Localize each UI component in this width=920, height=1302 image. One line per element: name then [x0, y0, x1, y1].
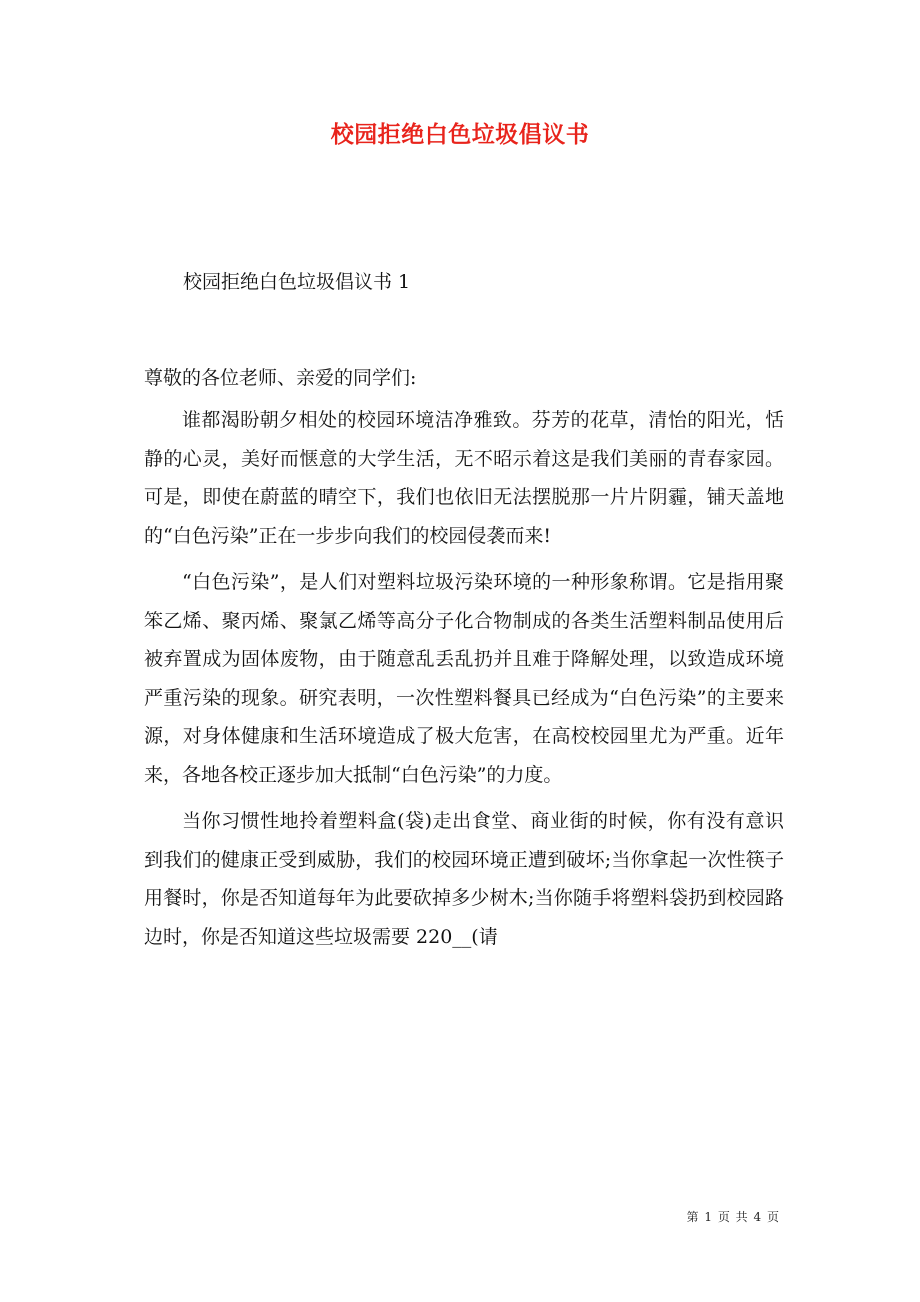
document-subtitle: 校园拒绝白色垃圾倡议书 1: [183, 271, 411, 293]
footer-page-unit: 页: [717, 1210, 730, 1224]
page-number-footer: [686, 1208, 780, 1225]
body-paragraph-3: 当你习惯性地拎着塑料盒(袋)走出食堂、商业街的时候，你有没有意识到我们的健康正受到威胁，我们的校园环境正遭到破坏;当你拿起一次性筷子用餐时，你是否知道每年为此要砍掉多少树木;当你随手将塑料袋扔到校园路边时，你是否知道这些垃圾需要 220__(请: [144, 810, 784, 948]
footer-total-unit: 页: [766, 1210, 779, 1224]
footer-current-page: 1: [704, 1210, 712, 1224]
greeting-line: 尊敬的各位老师、亲爱的同学们:: [144, 367, 417, 389]
body-paragraph-2: “白色污染”，是人们对塑料垃圾污染环境的一种形象称谓。它是指用聚笨乙烯、聚丙烯、聚氯乙烯等高分子化合物制成的各类生活塑料制品使用后被弃置成为固体废物，由于随意乱丢乱扔并且难于降解处理，以致造成环境严重污染的现象。研究表明，一次性塑料餐具已经成为“白色污染”的主要来源，对身体健康和生活环境造成了极大危害，在高校校园里尤为严重。近年来，各地各校正逐步加大抵制“白色污染”的力度。: [144, 571, 784, 786]
footer-total-pages: 4: [753, 1210, 762, 1224]
body-paragraph-1: 谁都渴盼朝夕相处的校园环境洁净雅致。芬芳的花草，清怡的阳光，恬静的心灵，美好而惬意的大学生活，无不昭示着这是我们美丽的青春家园。可是，即使在蔚蓝的晴空下，我们也依旧无法摆脱那一片片阴霾，铺天盖地的“白色污染”正在一步步向我们的校园侵袭而来!: [144, 409, 784, 547]
footer-total-label: 共: [735, 1210, 748, 1224]
document-body: [144, 401, 784, 964]
footer-page-label: 第: [686, 1210, 699, 1224]
document-title: 校园拒绝白色垃圾倡议书: [330, 121, 590, 148]
